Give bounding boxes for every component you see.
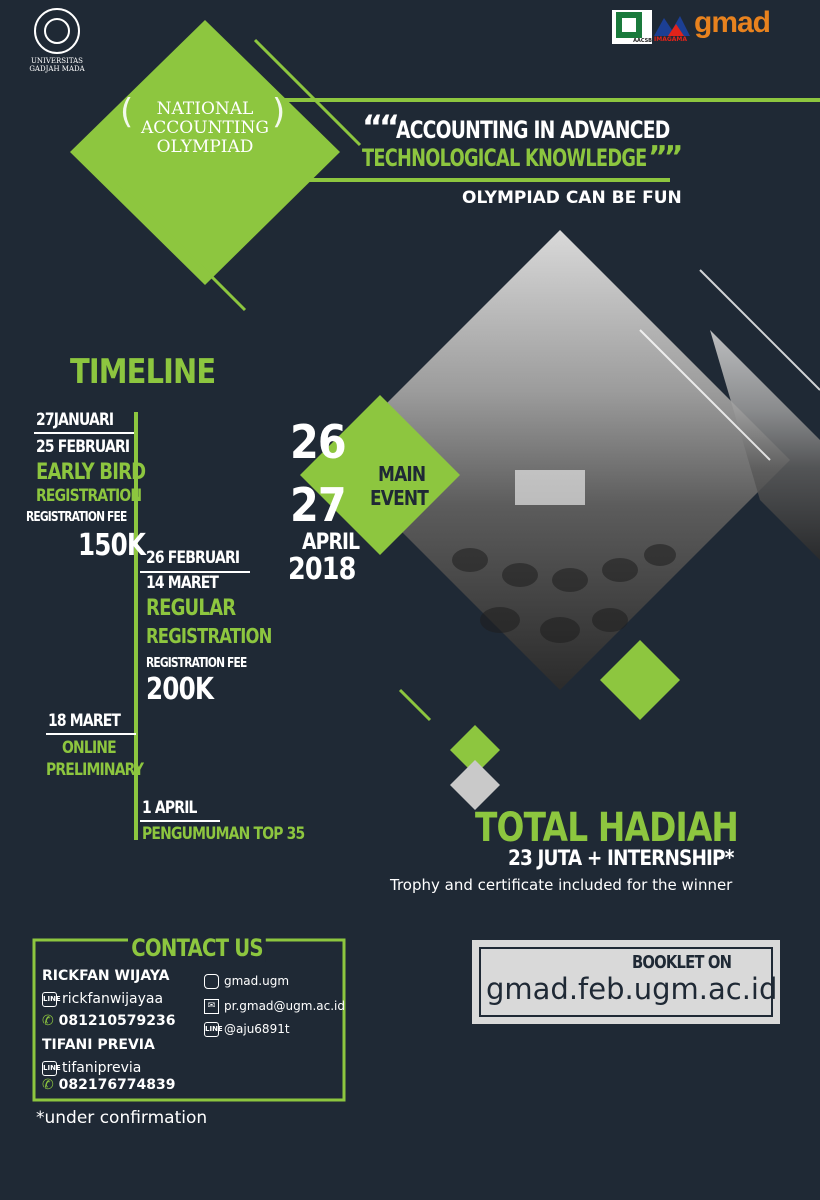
gmad-logo: gmad [694, 6, 771, 39]
laurel-right-icon: ) [272, 92, 286, 132]
footnote: *under confirmation [36, 1108, 208, 1128]
prelim-date: 18 MARET [48, 711, 121, 731]
open-quote: ““ [362, 108, 397, 146]
laurel-left-icon: ( [120, 92, 134, 132]
olympiad-title-line3: OLYMPIAD [156, 137, 254, 157]
booklet-label: BOOKLET ON [632, 952, 732, 973]
contact-email-address: pr.gmad@ugm.ac.id [224, 999, 345, 1013]
event-year: 2018 [288, 552, 356, 587]
prize-note: Trophy and certificate included for the winner [390, 876, 733, 894]
contact-person2-phone[interactable] [42, 1077, 176, 1093]
phone-icon: ✆ [42, 1077, 54, 1093]
imagama-logo [650, 12, 692, 44]
timeline-heading: TIMELINE [70, 352, 216, 392]
university-name-line1: UNIVERSITAS [31, 57, 83, 65]
early-date1: 27JANUARI [36, 410, 114, 430]
contact-instagram[interactable] [204, 974, 289, 989]
regular-fee-label: REGISTRATION FEE [146, 656, 247, 671]
contact-email[interactable] [204, 999, 345, 1014]
event-day1: 26 [290, 415, 346, 469]
line-app-icon: LINE [42, 992, 57, 1007]
regular-fee: 200K [146, 672, 214, 707]
olympiad-title-line2: ACCOUNTING [141, 118, 269, 138]
early-fee: 150K [78, 528, 146, 563]
phone-icon: ✆ [42, 1013, 54, 1029]
early-fee-label: REGISTRATION FEE [26, 510, 127, 525]
line-app-icon: LINE [204, 1022, 219, 1037]
contact-person1-line[interactable] [42, 991, 163, 1007]
olympiad-title-line1: NATIONAL [156, 99, 254, 119]
regular-date2: 14 MARET [146, 573, 219, 593]
mail-icon: ✉ [204, 999, 219, 1014]
announce-title: PENGUMUMAN TOP 35 [142, 824, 305, 844]
ugm-seal-icon [34, 8, 80, 54]
university-logo [22, 8, 92, 73]
university-name-line2: GADJAH MADA [29, 65, 85, 73]
contact-line-official-id: @aju6891t [224, 1022, 290, 1036]
contact-instagram-handle: gmad.ugm [224, 974, 290, 988]
early-title2: REGISTRATION [36, 486, 142, 506]
prize-amount: 23 JUTA + INTERNSHIP* [508, 846, 734, 870]
prelim-title1: ONLINE [62, 738, 116, 758]
early-title1: EARLY BIRD [36, 460, 146, 485]
early-date2: 25 FEBRUARI [36, 437, 130, 457]
prize-title: TOTAL HADIAH [475, 805, 739, 851]
contact-line-official[interactable] [204, 1022, 290, 1037]
contact-person1-phone[interactable] [42, 1013, 176, 1029]
theme-line2: TECHNOLOGICAL KNOWLEDGE [362, 144, 647, 172]
contact-person1-name: RICKFAN WIJAYA [42, 968, 170, 984]
booklet-url[interactable]: gmad.feb.ugm.ac.id [486, 972, 778, 1006]
event-month: APRIL [302, 530, 360, 555]
contact-person1-phone-number: 081210579236 [58, 1013, 176, 1029]
aacsb-text: AACSB [633, 38, 652, 44]
line-app-icon: LINE [42, 1061, 57, 1076]
instagram-icon [204, 974, 219, 989]
contact-person2-phone-number: 082176774839 [58, 1077, 176, 1093]
contact-person1-line-id: rickfanwijayaa [62, 991, 164, 1007]
event-day2: 27 [290, 478, 346, 532]
olympiad-title [125, 100, 285, 157]
contact-heading: CONTACT US [128, 934, 266, 962]
imagama-text: IMAGAMA [654, 36, 688, 43]
regular-title2: REGISTRATION [146, 624, 272, 648]
announce-date: 1 APRIL [142, 798, 197, 818]
theme-line1: ACCOUNTING IN ADVANCED [396, 116, 670, 144]
regular-date1: 26 FEBRUARI [146, 548, 240, 568]
aacsb-logo [612, 10, 652, 44]
event-label2: EVENT [370, 486, 428, 510]
contact-person2-line-id: tifaniprevia [62, 1060, 142, 1076]
tagline: OLYMPIAD CAN BE FUN [462, 188, 682, 208]
prelim-title2: PRELIMINARY [46, 760, 144, 780]
contact-person2-line[interactable] [42, 1060, 141, 1076]
contact-person2-name: TIFANI PREVIA [42, 1037, 155, 1053]
regular-title1: REGULAR [146, 596, 236, 621]
event-label1: MAIN [378, 462, 426, 486]
close-quote: ”” [648, 140, 680, 175]
